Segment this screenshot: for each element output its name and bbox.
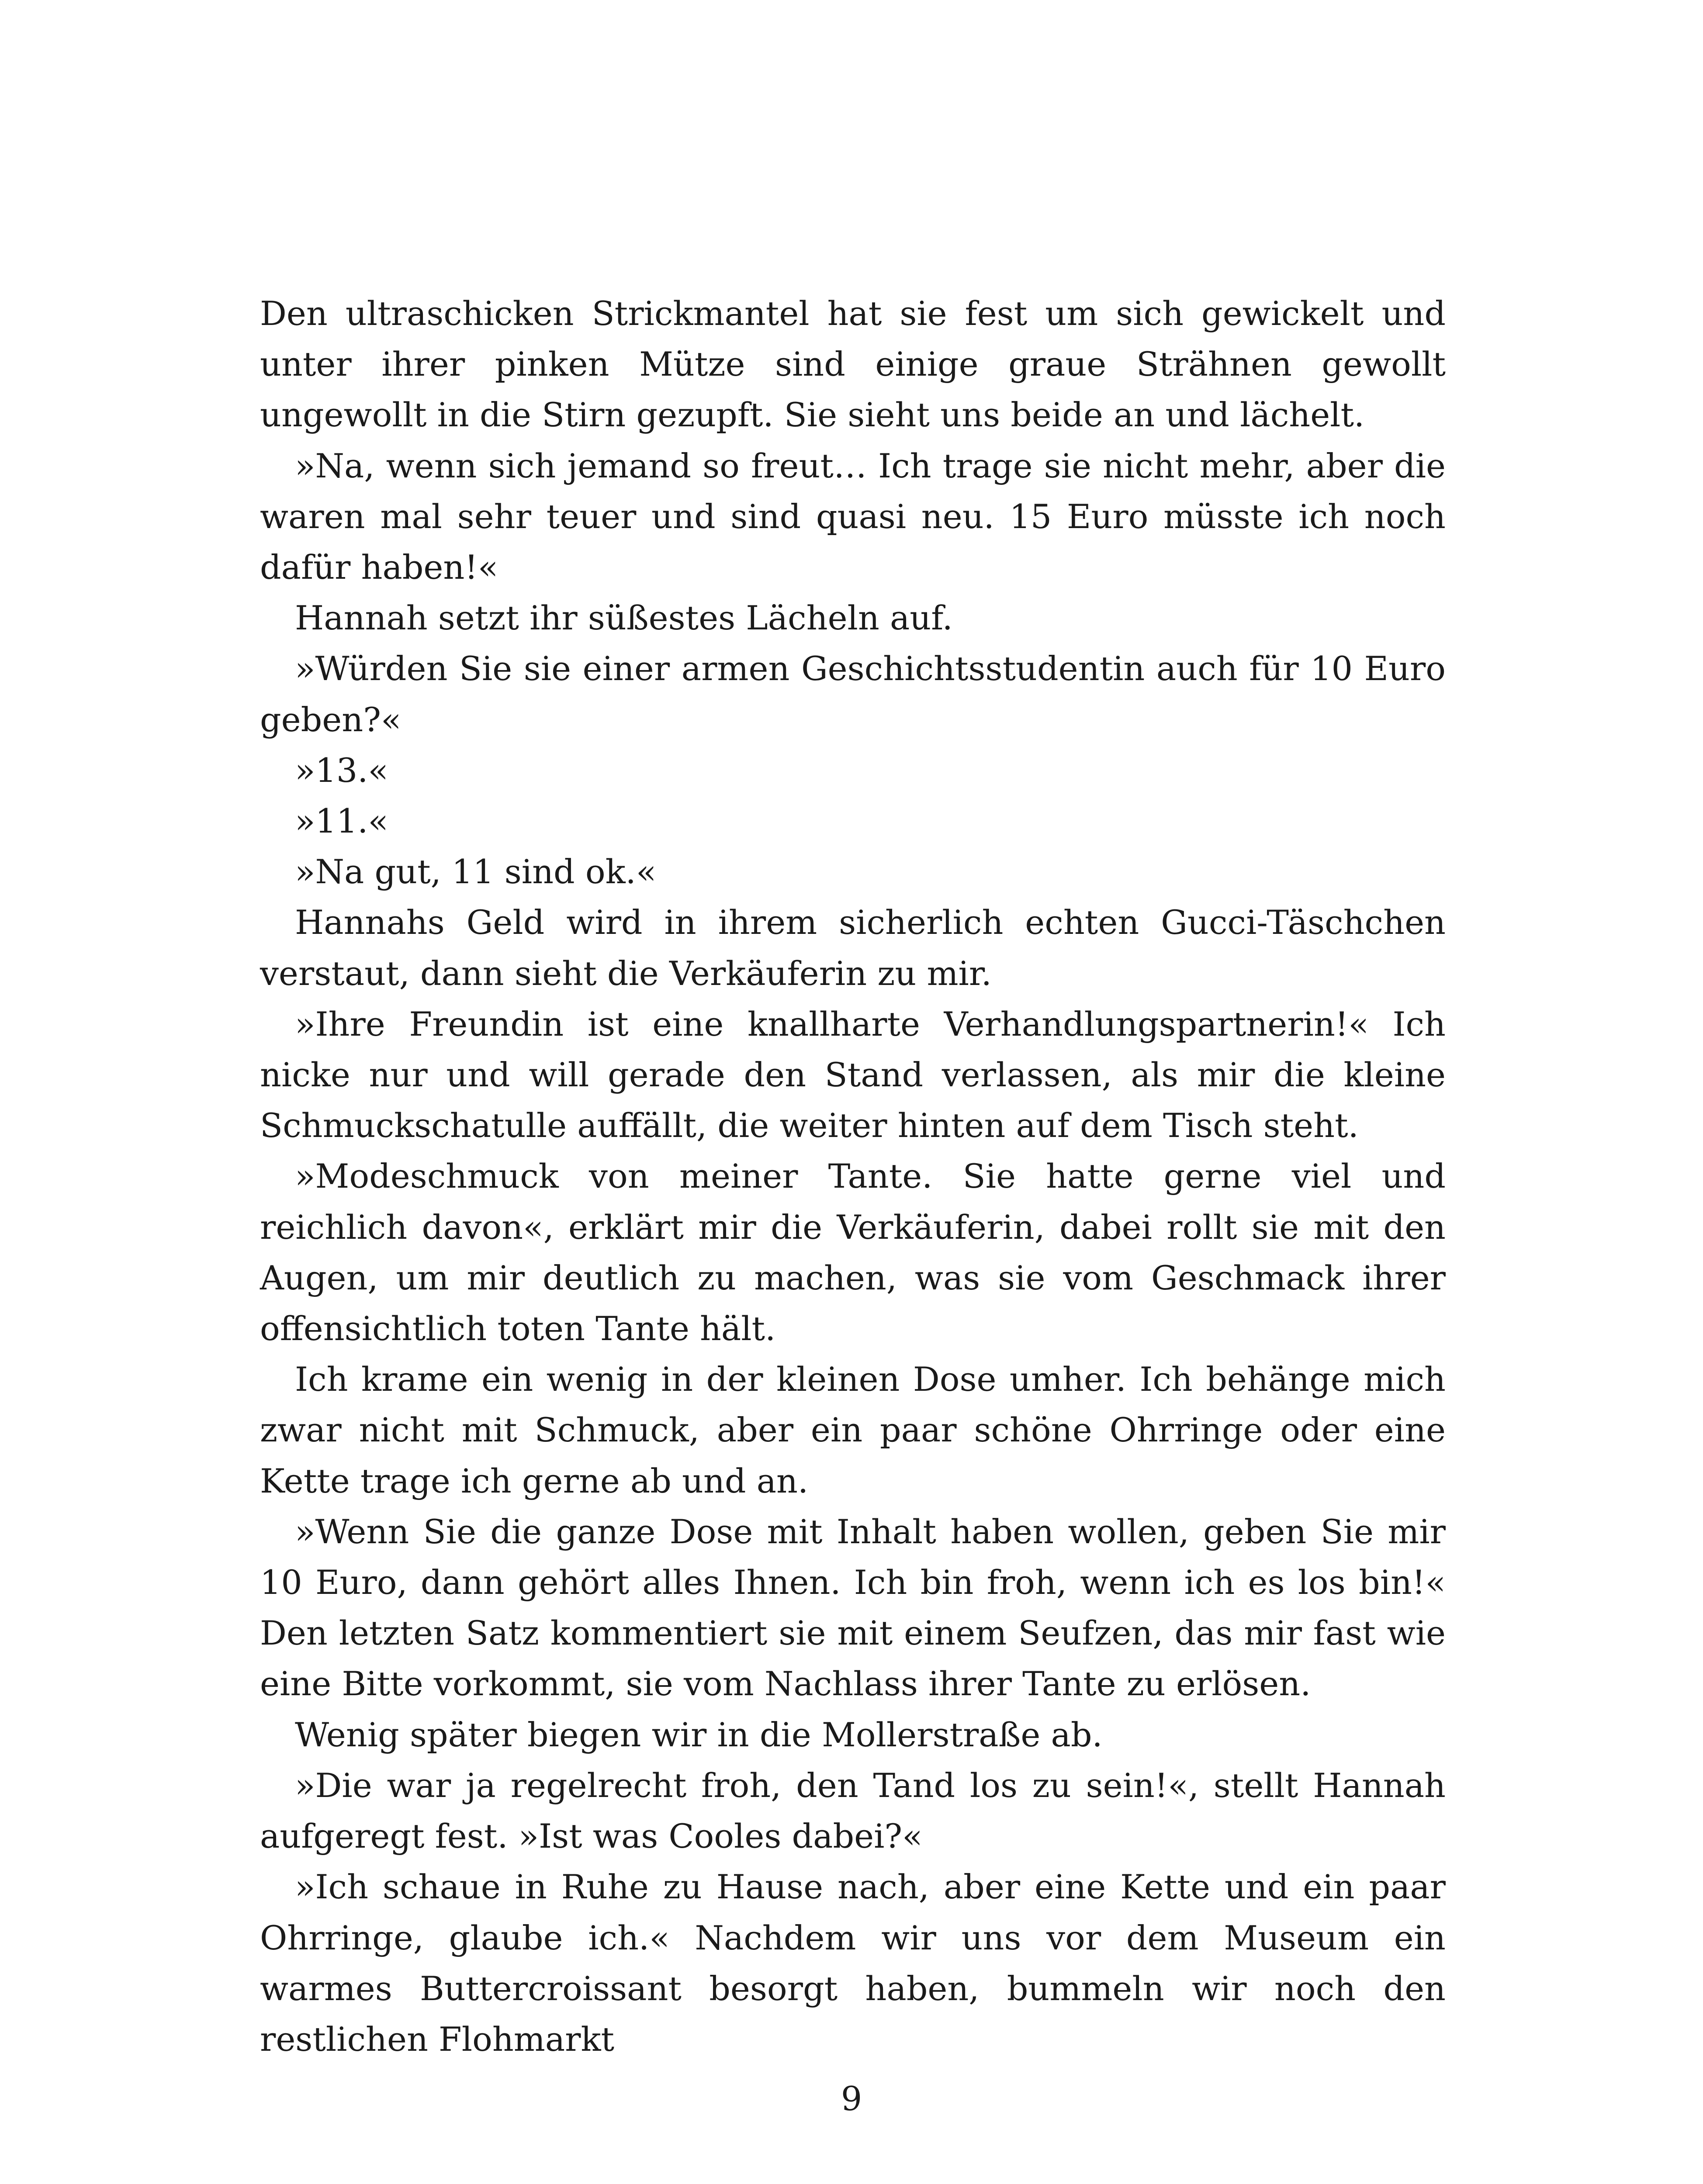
- paragraph: Ich krame ein wenig in der kleinen Dose umher. Ich behänge mich zwar nicht mit Schmuck, aber ein paar schöne Ohrringe oder eine Kette trage ich gerne ab und an.: [260, 1360, 1446, 1500]
- paragraph: »Na gut, 11 sind ok.«: [295, 852, 657, 892]
- paragraph: Hannah setzt ihr süßestes Lächeln auf.: [295, 598, 953, 638]
- paragraph: »Modeschmuck von meiner Tante. Sie hatte gerne viel und reichlich davon«, erklärt mir die Verkäuferin, dabei rollt sie mit den Augen, um mir deutlich zu machen, was sie vom Geschmack ihrer offensichtlich toten Tante hält.: [260, 1157, 1446, 1348]
- paragraph: »11.«: [295, 802, 388, 841]
- paragraph: »Ich schaue in Ruhe zu Hause nach, aber eine Kette und ein paar Ohrringe, glaube ich.« Nachdem wir uns vor dem Museum ein warmes Buttercroissant besorgt haben, bummeln wir noch den restlichen Flohmarkt: [260, 1867, 1446, 2059]
- body-text: [260, 288, 1446, 2065]
- paragraph: Hannahs Geld wird in ihrem sicherlich echten Gucci-Täschchen verstaut, dann sieht die Verkäuferin zu mir.: [260, 903, 1446, 993]
- paragraph: »Na, wenn sich jemand so freut… Ich trage sie nicht mehr, aber die waren mal sehr teuer und sind quasi neu. 15 Euro müsste ich noch dafür haben!«: [260, 446, 1446, 587]
- paragraph: Wenig später biegen wir in die Mollerstraße ab.: [295, 1715, 1103, 1754]
- page-number: 9: [841, 2079, 862, 2118]
- paragraph: »13.«: [295, 750, 388, 790]
- paragraph: »Wenn Sie die ganze Dose mit Inhalt haben wollen, geben Sie mir 10 Euro, dann gehört alles Ihnen. Ich bin froh, wenn ich es los bin!« Den letzten Satz kommentiert sie mit einem Seufzen, das mir fast wie eine Bitte vorkommt, sie vom Nachlass ihrer Tante zu erlösen.: [260, 1512, 1446, 1704]
- paragraph: »Die war ja regelrecht froh, den Tand los zu sein!«, stellt Hannah aufgeregt fest. »Ist was Cooles dabei?«: [260, 1766, 1446, 1856]
- paragraph: Den ultraschicken Strickmantel hat sie fest um sich gewickelt und unter ihrer pinken Mütze sind einige graue Strähnen gewollt ungewollt in die Stirn gezupft. Sie sieht uns beide an und lächelt.: [260, 294, 1446, 435]
- paragraph: »Würden Sie sie einer armen Geschichtsstudentin auch für 10 Euro geben?«: [260, 649, 1446, 739]
- paragraph: »Ihre Freundin ist eine knallharte Verhandlungspartnerin!« Ich nicke nur und will gerade den Stand verlassen, als mir die kleine Schmuckschatulle auffällt, die weiter hinten auf dem Tisch steht.: [260, 1004, 1446, 1145]
